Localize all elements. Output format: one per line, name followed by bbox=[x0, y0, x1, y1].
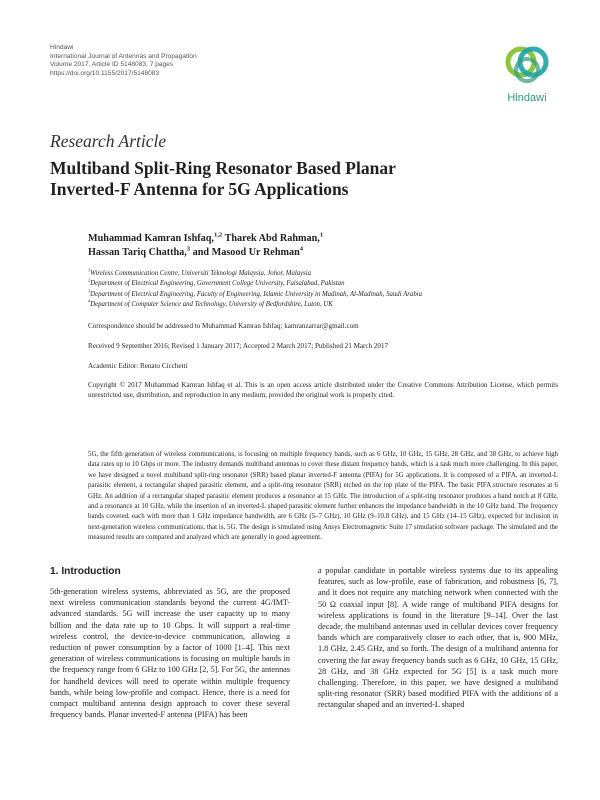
body-column-right: a popular candidate in portable wireless systems due to its appealing features, such as low-profile, ease of fabrication, and robustness [6, 7], and it does not require any matching network when connected with the 50 Ω coaxial input [8]. A wide range of multiband PIFA designs for wireless applications is found in the literature [9–14]. Over the last decade, the multiband antennas used in cellular devices cover frequency bands which are comparatively closer to each other, that is, 900 MHz, 1.8 GHz, 2.45 GHz, and so forth. The design of a multiband antenna for covering the far away frequency bands such as 6 GHz, 10 GHz, 15 GHz, 28 GHz, and 38 GHz expected for 5G [5] is a task much more challenging. Therefore, in this paper, we have designed a multiband split-ring resonator (SRR) based modified PIFA with the additions of a rectangular shaped and an inverted-L shaped bbox=[318, 566, 558, 710]
author-2[interactable]: Tharek Abd Rahman, bbox=[222, 233, 320, 244]
hindawi-logo-icon bbox=[497, 40, 557, 92]
abstract-text: 5G, the fifth generation of wireless communications, is focusing on multiple frequency bands, such as 6 GHz, 10 GHz, 15 GHz, 28 GHz, and 38 GHz, to achieve high data rates up to 10 Gbps or more. The industry demands multiband antennas to cover these distant frequency bands, which is a task much more challenging. In this paper, we have designed a novel multiband split-ring resonator (SRR) based planar inverted-F antenna (PIFA) for 5G applications. It is composed of a PIFA, an inverted-L parasitic element, a rectangular shaped parasitic element, and a split-ring resonator (SRR) etched on the top plate of the PIFA. The basic PIFA structure resonates at 6 GHz. An addition of a rectangular shaped parasitic element produces a resonance at 15 GHz. The introduction of a split-ring resonator produces a band notch at 8 GHz, and a resonance at 10 GHz, while the insertion of an inverted-L shaped parasitic element further enhances the impedance bandwidth in the 10 GHz band. The frequency bands covered, each with more than 1 GHz impedance bandwidth, are 6 GHz (5–7 GHz), 10 GHz (9–10.8 GHz), and 15 GHz (14–15 GHz), expected for inclusion in next-generation wireless communications, that is, 5G. The design is simulated using Ansys Electromagnetic Suite 17 simulation software package. The simulated and the measured results are compared and analyzed which are generally in good agreement. bbox=[88, 451, 558, 542]
author-2-affil: 1 bbox=[319, 231, 324, 239]
author-3[interactable]: Hassan Tariq Chattha, bbox=[88, 247, 187, 258]
paper-title bbox=[50, 158, 530, 200]
article-type: Research Article bbox=[50, 131, 167, 151]
academic-editor: Academic Editor: Renato Cicchetti bbox=[88, 362, 188, 370]
publisher-name: Hindawi bbox=[50, 44, 74, 51]
correspondence-note: Correspondence should be addressed to Muhammad Kamran Ishfaq; kamranzarrar@gmail.com bbox=[88, 322, 359, 330]
affiliation-item: $^1$Wireless Communication Centre, Universiti Teknologi Malaysia, Johor, Malaysia bbox=[88, 267, 312, 277]
author-3-affil: 3 bbox=[186, 245, 191, 253]
journal-header bbox=[50, 44, 197, 78]
author-1[interactable]: Muhammad Kamran Ishfaq, bbox=[88, 233, 214, 244]
hindawi-logo bbox=[497, 40, 557, 108]
title-line-1: Multiband Split-Ring Resonator Based Planar bbox=[50, 158, 396, 178]
logo-wordmark: Hindawi bbox=[507, 92, 547, 104]
article-dates: Received 9 September 2016; Revised 1 January 2017; Accepted 2 March 2017; Published 21 March 2017 bbox=[88, 342, 389, 350]
body-column-left: 5th-generation wireless systems, abbreviated as 5G, are the proposed next wireless communication standards beyond the current 4G/IMT-advanced standards. 5G will increase the user capacity up to many billion and the data rate up to 10 Gbps. It will support a real-time wireless control, the device-to-device communication, allowing a reduction of power consumption by a factor of 1000 [1–4]. This next generation of wireless communications is focusing on multiple bands in the frequency range from 6 GHz to 100 GHz [2, 5]. For 5G, the antennas for handheld devices will need to operate within multiple frequency bands, while being low-profile and compact. Hence, there is a need for compact multiband antenna design approach to cover these several frequency bands. Planar inverted-F antenna (PIFA) has been bbox=[50, 587, 290, 720]
affiliation-item: $^3$Department of Electrical Engineering, Faculty of Engineering, Islamic University in Madinah, Al-Madinah, Saudi Arabia bbox=[88, 288, 423, 298]
author-4[interactable]: and Masood Ur Rehman bbox=[190, 247, 300, 258]
section-heading-introduction: 1. Introduction bbox=[50, 566, 121, 577]
affiliation-list bbox=[88, 269, 558, 310]
copyright-notice: Copyright © 2017 Muhammad Kamran Ishfaq et al. This is an open access article distributed under the Creative Commons Attribution License, which permits unrestricted use, distribution, and reproduction in any medium, provided the original work is properly cited. bbox=[88, 381, 558, 399]
volume-info: Volume 2017, Article ID 5148083, 7 pages bbox=[50, 61, 174, 69]
affiliation-item: $^2$Department of Electrical Engineering, Government College University, Faisalabad, Pakistan bbox=[88, 278, 345, 288]
doi-link[interactable]: https://doi.org/10.1155/2017/5148083 bbox=[50, 69, 160, 77]
journal-name: International Journal of Antennas and Propagation bbox=[50, 52, 197, 60]
author-1-affil: 1,2 bbox=[213, 231, 223, 239]
author-list bbox=[88, 232, 558, 260]
title-line-2: Inverted-F Antenna for 5G Applications bbox=[50, 179, 349, 199]
author-4-affil: 4 bbox=[299, 245, 304, 253]
affiliation-item: $^4$Department of Computer Science and Technology, University of Bedfordshire, Luton, UK bbox=[88, 298, 333, 308]
